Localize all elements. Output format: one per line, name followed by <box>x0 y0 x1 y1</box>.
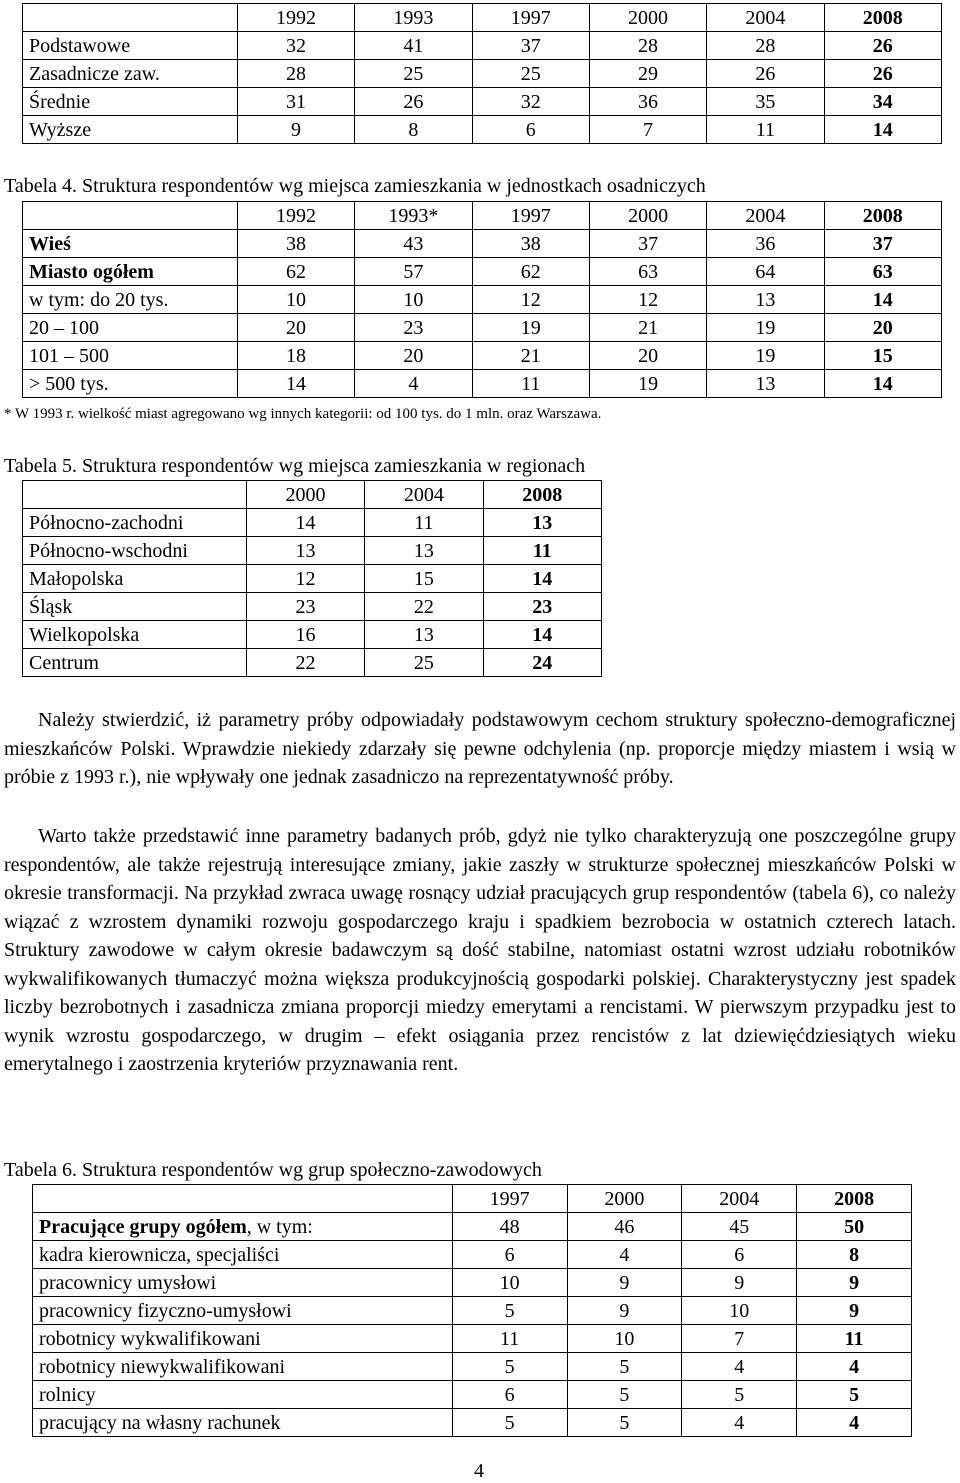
cell: 34 <box>824 88 941 116</box>
cell: 57 <box>355 258 472 286</box>
table-row <box>23 649 602 677</box>
row-label: pracownicy umysłowi <box>33 1269 453 1297</box>
cell: 9 <box>567 1269 682 1297</box>
row-label: Miasto ogółem <box>23 258 238 286</box>
row-label: Zasadnicze zaw. <box>23 60 238 88</box>
row-label: Północno-wschodni <box>23 537 247 565</box>
cell: 14 <box>824 370 941 398</box>
cell: 6 <box>452 1381 567 1409</box>
cell: 19 <box>472 314 589 342</box>
cell: 28 <box>237 60 354 88</box>
cell: 5 <box>797 1381 912 1409</box>
cell: 19 <box>707 314 824 342</box>
table-row <box>33 1381 912 1409</box>
table-row <box>23 314 942 342</box>
table-row <box>23 537 602 565</box>
cell: 23 <box>483 593 601 621</box>
cell: 46 <box>567 1213 682 1241</box>
cell: 13 <box>365 537 483 565</box>
row-label-rest: , w tym: <box>246 1215 313 1238</box>
cell: 7 <box>682 1325 797 1353</box>
row-label: rolnicy <box>33 1381 453 1409</box>
cell: 20 <box>824 314 941 342</box>
cell: 35 <box>707 88 824 116</box>
table-regions <box>22 480 602 677</box>
cell: 50 <box>797 1213 912 1241</box>
cell: 25 <box>472 60 589 88</box>
row-label: kadra kierownicza, specjaliści <box>33 1241 453 1269</box>
cell: 10 <box>682 1297 797 1325</box>
cell: 23 <box>246 593 364 621</box>
cell: 10 <box>355 286 472 314</box>
cell: 24 <box>483 649 601 677</box>
cell: 36 <box>589 88 706 116</box>
column-header: 1992 <box>237 202 354 230</box>
column-header: 1997 <box>472 4 589 32</box>
cell: 19 <box>707 342 824 370</box>
cell: 25 <box>355 60 472 88</box>
cell: 62 <box>472 258 589 286</box>
column-header: 1997 <box>452 1185 567 1213</box>
table-row <box>33 1269 912 1297</box>
row-label: Śląsk <box>23 593 247 621</box>
cell: 14 <box>483 621 601 649</box>
row-label: Centrum <box>23 649 247 677</box>
row-label: Północno-zachodni <box>23 509 247 537</box>
cell: 10 <box>567 1325 682 1353</box>
paragraph: Należy stwierdzić, iż parametry próby odpowiadały podstawowym cechom struktury społeczno-demograficznej mieszkańców Polski. Wprawdzie niekiedy zdarzały się pewne odchylenia (np. proporcje między miastem i wsią w próbie z 1993 r.), nie wpływały one jednak zasadniczo na reprezentatywność próby. <box>4 709 956 788</box>
cell: 11 <box>797 1325 912 1353</box>
column-header: 1993 <box>355 4 472 32</box>
cell: 48 <box>452 1213 567 1241</box>
cell: 20 <box>589 342 706 370</box>
cell: 9 <box>237 116 354 144</box>
cell: 43 <box>355 230 472 258</box>
cell: 38 <box>237 230 354 258</box>
cell: 63 <box>824 258 941 286</box>
column-header: 2000 <box>589 202 706 230</box>
cell: 13 <box>707 286 824 314</box>
cell: 28 <box>589 32 706 60</box>
table-row <box>23 342 942 370</box>
table-row <box>33 1241 912 1269</box>
table6-caption: Tabela 6. Struktura respondentów wg grup społeczno-zawodowych <box>4 1159 542 1181</box>
cell: 13 <box>483 509 601 537</box>
table4-caption: Tabela 4. Struktura respondentów wg miejsca zamieszkania w jednostkach osadniczych <box>4 175 706 197</box>
cell: 8 <box>797 1241 912 1269</box>
cell: 5 <box>682 1381 797 1409</box>
cell: 45 <box>682 1213 797 1241</box>
cell: 14 <box>824 286 941 314</box>
cell: 12 <box>246 565 364 593</box>
cell: 26 <box>824 32 941 60</box>
table-header-row <box>23 481 602 509</box>
row-label: Małopolska <box>23 565 247 593</box>
row-label: pracownicy fizyczno-umysłowi <box>33 1297 453 1325</box>
cell: 32 <box>237 32 354 60</box>
column-header: 2000 <box>246 481 364 509</box>
row-label: Podstawowe <box>23 32 238 60</box>
cell: 7 <box>589 116 706 144</box>
column-header: 2008 <box>824 4 941 32</box>
table-row <box>23 230 942 258</box>
table-row <box>23 60 942 88</box>
cell: 9 <box>797 1269 912 1297</box>
cell: 13 <box>707 370 824 398</box>
cell: 32 <box>472 88 589 116</box>
cell: 12 <box>589 286 706 314</box>
row-label: robotnicy wykwalifikowani <box>33 1325 453 1353</box>
cell: 9 <box>797 1297 912 1325</box>
cell: 37 <box>472 32 589 60</box>
table-occupational <box>32 1184 912 1437</box>
column-header: 2008 <box>797 1185 912 1213</box>
column-header: 2000 <box>567 1185 682 1213</box>
column-header: 1997 <box>472 202 589 230</box>
cell: 38 <box>472 230 589 258</box>
table4-footnote: * W 1993 r. wielkość miast agregowano wg innych kategorii: od 100 tys. do 1 mln. oraz Warszawa. <box>4 406 602 422</box>
row-label-bold: Pracujące grupy ogółem <box>39 1215 247 1238</box>
page-number: 4 <box>474 1460 484 1482</box>
row-label: Średnie <box>23 88 238 116</box>
table-row <box>23 565 602 593</box>
cell: 41 <box>355 32 472 60</box>
table-header-row <box>23 4 942 32</box>
cell: 4 <box>682 1353 797 1381</box>
table-row <box>23 88 942 116</box>
column-header: 2004 <box>707 202 824 230</box>
cell: 19 <box>589 370 706 398</box>
cell: 14 <box>246 509 364 537</box>
table-row <box>33 1325 912 1353</box>
cell: 5 <box>567 1409 682 1437</box>
column-header: 2004 <box>707 4 824 32</box>
table-row <box>33 1409 912 1437</box>
table5-caption: Tabela 5. Struktura respondentów wg miejsca zamieszkania w regionach <box>4 455 586 477</box>
cell: 6 <box>472 116 589 144</box>
cell: 5 <box>567 1353 682 1381</box>
cell: 37 <box>589 230 706 258</box>
cell: 63 <box>589 258 706 286</box>
row-label: w tym: do 20 tys. <box>23 286 238 314</box>
cell: 25 <box>365 649 483 677</box>
row-label: 20 – 100 <box>23 314 238 342</box>
cell: 8 <box>355 116 472 144</box>
cell: 5 <box>452 1409 567 1437</box>
cell: 14 <box>237 370 354 398</box>
cell: 12 <box>472 286 589 314</box>
paragraph: Warto także przedstawić inne parametry badanych prób, gdyż nie tylko charakteryzują one poszczególne grupy respondentów, ale także rejestrują interesujące zmiany, jakie zaszły w strukturze społecznej mieszkańców Polski w okresie transformacji. Na przykład zwraca uwagę rosnący udział pracujących grup respondentów (tabela 6), co należy wiązać z wzrostem dynamiki rozwoju gospodarczego kraju i spadkiem bezrobocia w ostatnich czterech latach. Struktury zawodowe w całym okresie badawczym są dość stabilne, natomiast ostatni wzrost udziału robotników wykwalifikowanych tłumaczyć można większa produkcyjnością gospodarki polskiej. Charakterystyczny jest spadek liczby bezrobotnych i zasadnicza zmiana proporcji miedzy emerytami a rencistami. W pierwszym przypadku jest to wynik wzrostu gospodarczego, w drugim – efekt osiągania przez rencistów z lat dziewięćdziesiątych wieku emerytalnego i zaostrzenia kryteriów przyznawania rent. <box>4 825 956 1075</box>
row-label: 101 – 500 <box>23 342 238 370</box>
cell: 11 <box>472 370 589 398</box>
cell: 22 <box>246 649 364 677</box>
table-education <box>22 3 942 144</box>
cell: 11 <box>452 1325 567 1353</box>
row-label: pracujący na własny rachunek <box>33 1409 453 1437</box>
table-row <box>23 593 602 621</box>
cell: 14 <box>824 116 941 144</box>
column-header: 2004 <box>682 1185 797 1213</box>
table-row <box>23 32 942 60</box>
row-label: > 500 tys. <box>23 370 238 398</box>
cell: 36 <box>707 230 824 258</box>
cell: 28 <box>707 32 824 60</box>
table-row <box>23 286 942 314</box>
cell: 9 <box>682 1269 797 1297</box>
cell: 23 <box>355 314 472 342</box>
cell: 26 <box>355 88 472 116</box>
cell: 20 <box>355 342 472 370</box>
column-header: 2000 <box>589 4 706 32</box>
table-row <box>33 1297 912 1325</box>
table-header-row <box>33 1185 912 1213</box>
cell: 16 <box>246 621 364 649</box>
table-settlement <box>22 201 942 398</box>
cell: 10 <box>237 286 354 314</box>
cell: 26 <box>824 60 941 88</box>
column-header: 2008 <box>824 202 941 230</box>
column-header: 1993* <box>355 202 472 230</box>
cell: 21 <box>589 314 706 342</box>
column-header: 2004 <box>365 481 483 509</box>
cell: 4 <box>797 1353 912 1381</box>
cell: 4 <box>797 1409 912 1437</box>
row-label: Wieś <box>23 230 238 258</box>
row-label: robotnicy niewykwalifikowani <box>33 1353 453 1381</box>
cell: 22 <box>365 593 483 621</box>
cell: 5 <box>567 1381 682 1409</box>
cell: 5 <box>452 1353 567 1381</box>
cell: 4 <box>682 1409 797 1437</box>
cell: 11 <box>707 116 824 144</box>
cell: 11 <box>365 509 483 537</box>
cell: 64 <box>707 258 824 286</box>
cell: 37 <box>824 230 941 258</box>
cell: 11 <box>483 537 601 565</box>
table-row <box>23 509 602 537</box>
cell: 10 <box>452 1269 567 1297</box>
cell: 29 <box>589 60 706 88</box>
cell: 31 <box>237 88 354 116</box>
table-row <box>23 621 602 649</box>
table-header-row <box>23 202 942 230</box>
cell: 4 <box>355 370 472 398</box>
table-row <box>33 1213 912 1241</box>
cell: 6 <box>682 1241 797 1269</box>
row-label: Wyższe <box>23 116 238 144</box>
cell: 13 <box>246 537 364 565</box>
cell: 5 <box>452 1297 567 1325</box>
column-header: 2008 <box>483 481 601 509</box>
cell: 4 <box>567 1241 682 1269</box>
table-row <box>23 116 942 144</box>
table-row <box>23 258 942 286</box>
cell: 9 <box>567 1297 682 1325</box>
row-label: Wielkopolska <box>23 621 247 649</box>
column-header: 1992 <box>237 4 354 32</box>
cell: 15 <box>824 342 941 370</box>
cell: 13 <box>365 621 483 649</box>
cell: 14 <box>483 565 601 593</box>
cell: 21 <box>472 342 589 370</box>
cell: 6 <box>452 1241 567 1269</box>
row-label <box>33 1213 453 1241</box>
cell: 26 <box>707 60 824 88</box>
cell: 18 <box>237 342 354 370</box>
cell: 15 <box>365 565 483 593</box>
table-row <box>23 370 942 398</box>
cell: 62 <box>237 258 354 286</box>
cell: 20 <box>237 314 354 342</box>
table-row <box>33 1353 912 1381</box>
